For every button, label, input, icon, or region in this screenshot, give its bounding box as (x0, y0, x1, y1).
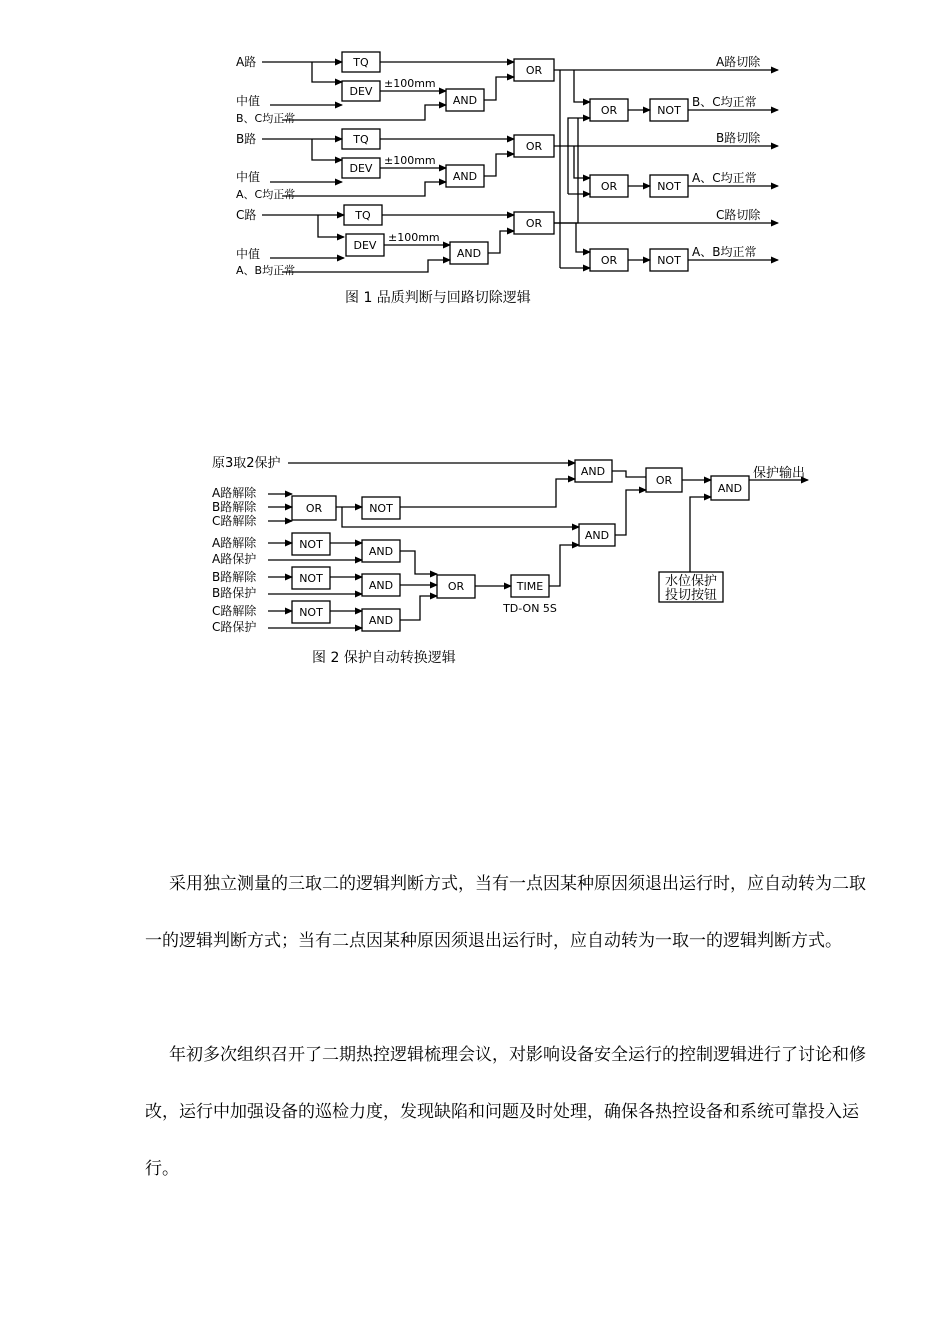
label-in-b: B路 (236, 132, 257, 146)
out-a-cut: A路切除 (716, 55, 761, 69)
not-label-release: NOT (369, 502, 393, 515)
label-bc-ok: B、C均正常 (236, 112, 296, 125)
section-c (262, 215, 778, 272)
and-label-c: AND (456, 247, 482, 260)
cross-connections (554, 70, 590, 268)
and-label-a: AND (368, 545, 394, 558)
timer-label: TD-ON 5S (503, 602, 557, 615)
tol-label-c: ±100mm (388, 231, 440, 244)
label-a-prot: A路保护 (212, 552, 257, 566)
switch-label-line2: 投切按钮 (664, 588, 718, 603)
section-b (262, 139, 778, 196)
time-label: TIME (516, 580, 544, 593)
tol-label-b: ±100mm (384, 154, 436, 167)
not-label-b: NOT (657, 180, 681, 193)
figure-2-caption: 图 2 保护自动转换逻辑 (312, 650, 456, 666)
or-label-b2: OR (600, 180, 618, 193)
or-label-a2: OR (600, 104, 618, 117)
and-label-2: AND (584, 529, 610, 542)
out-b-cut: B路切除 (716, 131, 761, 145)
label-orig: 原3取2保护 (212, 456, 281, 471)
tq-label-c: TQ (355, 209, 371, 222)
dev-label-a: DEV (349, 85, 373, 98)
out-ab-ok: A、B均正常 (692, 245, 757, 259)
switch-label-line1: 水位保护 (664, 574, 718, 589)
label-in-a: A路 (236, 55, 257, 69)
or-label-c: OR (525, 217, 543, 230)
not-label-c: NOT (657, 254, 681, 267)
and-label-output: AND (717, 482, 743, 495)
tol-label-a: ±100mm (384, 77, 436, 90)
label-a-rel-1: A路解除 (212, 486, 257, 500)
not-label-a: NOT (657, 104, 681, 117)
tq-label-b: TQ (353, 133, 369, 146)
label-b-rel-1: B路解除 (212, 500, 257, 514)
output-label: 保护输出 (753, 466, 806, 481)
out-bc-ok: B、C均正常 (692, 95, 757, 109)
and-label-b: AND (452, 170, 478, 183)
label-in-c: C路 (236, 208, 257, 222)
paragraph-2-text: 年初多次组织召开了二期热控逻辑梳理会议，对影响设备安全运行的控制逻辑进行了讨论和修改，运行中加强设备的巡检力度，发现缺陷和问题及时处理，确保各热控设备和系统可靠投入运行。 (145, 1045, 866, 1179)
dev-label-c: DEV (353, 239, 377, 252)
section-a (262, 62, 778, 120)
figure-1-labels (236, 54, 761, 306)
label-c-rel-2: C路解除 (212, 604, 257, 618)
label-ab-ok: A、B均正常 (236, 264, 296, 277)
not-label-a: NOT (299, 538, 323, 551)
label-a-rel-2: A路解除 (212, 536, 257, 550)
paragraph-2 (145, 1027, 880, 1198)
and-label-b: AND (368, 579, 394, 592)
dev-label-b: DEV (349, 162, 373, 175)
or-label-c2: OR (600, 254, 618, 267)
figure-1-diagram (262, 52, 778, 272)
label-b-prot: B路保护 (212, 586, 257, 600)
or-label-release: OR (305, 502, 323, 515)
or-label-b: OR (525, 140, 543, 153)
or-label-sum: OR (447, 580, 465, 593)
label-ac-ok: A、C均正常 (236, 188, 296, 201)
label-c-prot: C路保护 (212, 620, 257, 634)
label-mid-a: 中值 (236, 94, 261, 108)
and-label-c: AND (368, 614, 394, 627)
or-label-a: OR (525, 64, 543, 77)
paragraph-1 (145, 856, 880, 970)
not-label-b: NOT (299, 572, 323, 585)
or-label-final: OR (655, 474, 673, 487)
tq-label-a: TQ (353, 56, 369, 69)
out-ac-ok: A、C均正常 (692, 171, 757, 185)
and-label-a: AND (452, 94, 478, 107)
label-mid-c: 中值 (236, 247, 261, 261)
not-label-c: NOT (299, 606, 323, 619)
label-b-rel-2: B路解除 (212, 570, 257, 584)
label-mid-b: 中值 (236, 170, 261, 184)
out-c-cut: C路切除 (716, 208, 761, 222)
paragraph-1-text: 采用独立测量的三取二的逻辑判断方式，当有一点因某种原因须退出运行时，应自动转为二取一的逻辑判断方式；当有二点因某种原因须退出运行时，应自动转为一取一的逻辑判断方式。 (145, 874, 866, 951)
figure-1-caption: 图 1 品质判断与回路切除逻辑 (345, 290, 531, 306)
label-c-rel-1: C路解除 (212, 514, 257, 528)
and-label-1: AND (580, 465, 606, 478)
